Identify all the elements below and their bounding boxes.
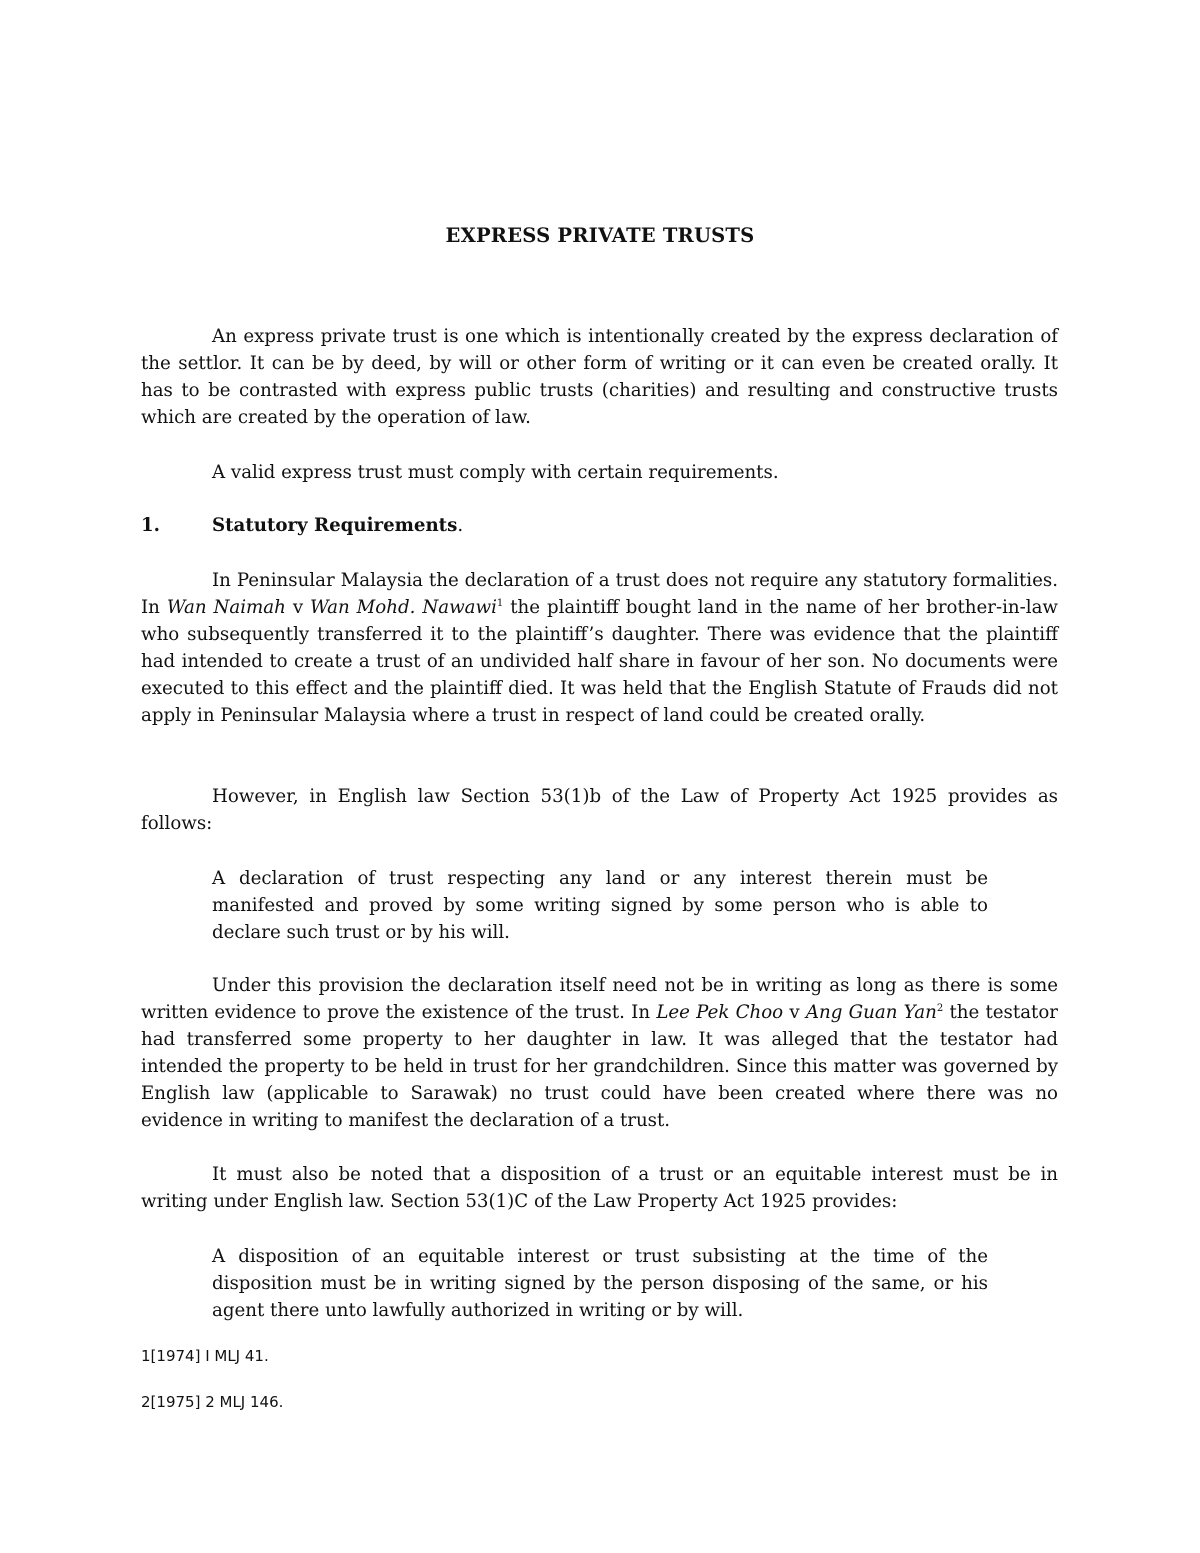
footnote-2: 2[1975] 2 MLJ 146. — [141, 1393, 284, 1411]
case-versus: v — [285, 597, 311, 618]
disposition-paragraph: It must also be noted that a disposition of a trust or an equitable interest must be in writing under English law. Section 53(1)C of the Law Property Act 1925 provides: — [141, 1164, 1058, 1212]
footnote-ref-1: 1 — [496, 597, 504, 609]
text-span: In Peninsular Malaysia the declaration of a trust does not require any statutory formalities. In — [141, 570, 1058, 618]
text-span: the testator had transferred some property to her daughter in law. It was alleged that the testator had intended the property to be held in trust for her grandchildren. Since this matter was governed by English law (applicable to Sarawak) no trust could have been created where there was no evidence in writing to manifest the declaration of a trust. — [141, 1002, 1058, 1131]
english-law-paragraph: However, in English law Section 53(1)b of the Law of Property Act 1925 provides as follows: — [141, 786, 1058, 834]
block-quote-1: A declaration of trust respecting any land or any interest therein must be manifested and proved by some writing signed by some person who is able to declare such trust or by his will. — [212, 868, 988, 943]
case-party-2: Wan Mohd. Nawawi — [310, 597, 497, 618]
text-span: the plaintiff bought land in the name of her brother-in-law who subsequently transferred it to the plaintiff’s daughter. There was evidence that the plaintiff had intended to create a trust of an undivided half share in favour of her son. No documents were executed to this effect and the plaintiff died. It was held that the English Statute of Frauds did not apply in Peninsular Malaysia where a trust in respect of land could be created orally. — [141, 597, 1058, 726]
intro-paragraph: An express private trust is one which is intentionally created by the express declaration of the settlor. It can be by deed, by will or other form of writing or it can even be created orally. It has to be contrasted with express public trusts (charities) and resulting and constructive trusts which are created by the operation of law. — [141, 326, 1058, 428]
section-title-punct: . — [457, 515, 464, 536]
case-party-1: Wan Naimah — [166, 597, 286, 618]
case-party-1: Lee Pek Choo — [656, 1002, 784, 1023]
under-provision-paragraph — [141, 972, 1058, 1134]
case-party-2: Ang Guan Yan — [805, 1002, 937, 1023]
peninsular-paragraph — [141, 567, 1058, 729]
section-heading — [141, 512, 463, 539]
footnote-ref-2: 2 — [936, 1002, 944, 1014]
footnote-1: 1[1974] I MLJ 41. — [141, 1347, 269, 1365]
document-title: EXPRESS PRIVATE TRUSTS — [445, 224, 755, 247]
block-quote-2: A disposition of an equitable interest or trust subsisting at the time of the disposition must be in writing signed by the person disposing of the same, or his agent there unto lawfully authorized in writing or by will. — [212, 1246, 988, 1321]
section-title: Statutory Requirements — [212, 515, 458, 536]
requirements-paragraph: A valid express trust must comply with certain requirements. — [212, 462, 779, 483]
text-span: Under this provision the declaration itself need not be in writing as long as there is some written evidence to prove the existence of the trust. In — [141, 975, 1058, 1023]
case-versus: v — [783, 1002, 806, 1023]
section-number: 1. — [141, 515, 160, 536]
